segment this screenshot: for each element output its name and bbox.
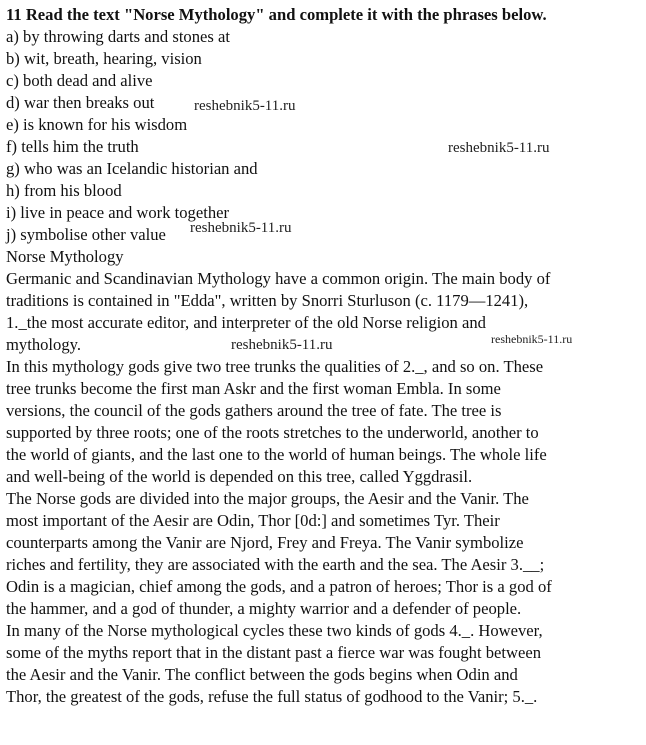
text-line: and well-being of the world is depended on this tree, called Yggdrasil.	[6, 467, 473, 486]
option-h: h) from his blood	[6, 181, 122, 200]
text-line: riches and fertility, they are associated with the earth and the sea. The Aesir 3.__;	[6, 555, 545, 574]
text-line: supported by three roots; one of the roots stretches to the underworld, another to	[6, 423, 539, 442]
text-line: versions, the council of the gods gathers around the tree of fate. The tree is	[6, 401, 502, 420]
text-line: the Aesir and the Vanir. The conflict between the gods begins when Odin and	[6, 665, 518, 684]
text-line: the hammer, and a god of thunder, a mighty warrior and a defender of people.	[6, 599, 522, 618]
option-c: c) both dead and alive	[6, 71, 153, 90]
text-line: traditions is contained in "Edda", written by Snorri Sturluson (c. 1179—1241),	[6, 291, 529, 310]
text-line: tree trunks become the first man Askr and the first woman Embla. In some	[6, 379, 501, 398]
option-b: b) wit, breath, hearing, vision	[6, 49, 202, 68]
text-line: In many of the Norse mythological cycles these two kinds of gods 4._. However,	[6, 621, 543, 640]
text-line: Thor, the greatest of the gods, refuse the full status of godhood to the Vanir; 5._.	[6, 687, 538, 706]
option-e: e) is known for his wisdom	[6, 115, 188, 134]
option-f: f) tells him the truth	[6, 137, 139, 156]
text-line: 1._the most accurate editor, and interpreter of the old Norse religion and	[6, 313, 486, 332]
options-list	[6, 26, 642, 246]
exercise-page	[6, 4, 642, 708]
option-j: j) symbolise other value	[6, 225, 166, 244]
text-line: mythology.	[6, 335, 81, 354]
text-line: The Norse gods are divided into the major groups, the Aesir and the Vanir. The	[6, 489, 529, 508]
watermark: reshebnik5-11.ru	[231, 337, 333, 353]
text-line: the world of giants, and the last one to the world of human beings. The whole life	[6, 445, 547, 464]
watermark: reshebnik5-11.ru	[194, 98, 296, 114]
option-g: g) who was an Icelandic historian and	[6, 159, 258, 178]
option-a: a) by throwing darts and stones at	[6, 27, 230, 46]
task-title: 11 Read the text "Norse Mythology" and complete it with the phrases below.	[6, 5, 547, 24]
text-line: some of the myths report that in the distant past a fierce war was fought between	[6, 643, 541, 662]
text-line: most important of the Aesir are Odin, Thor [0d:] and sometimes Tyr. Their	[6, 511, 500, 530]
text-heading: Norse Mythology	[6, 247, 124, 266]
text-line: In this mythology gods give two tree trunks the qualities of 2._, and so on. These	[6, 357, 544, 376]
watermark: reshebnik5-11.ru	[190, 220, 292, 236]
watermark: reshebnik5-11.ru	[491, 332, 573, 346]
text-line: Odin is a magician, chief among the gods, and a patron of heroes; Thor is a god of	[6, 577, 552, 596]
watermark: reshebnik5-11.ru	[448, 140, 550, 156]
option-i: i) live in peace and work together	[6, 203, 230, 222]
text-line: counterparts among the Vanir are Njord, Frey and Freya. The Vanir symbolize	[6, 533, 524, 552]
text-line: Germanic and Scandinavian Mythology have a common origin. The main body of	[6, 269, 551, 288]
option-d: d) war then breaks out	[6, 93, 155, 112]
